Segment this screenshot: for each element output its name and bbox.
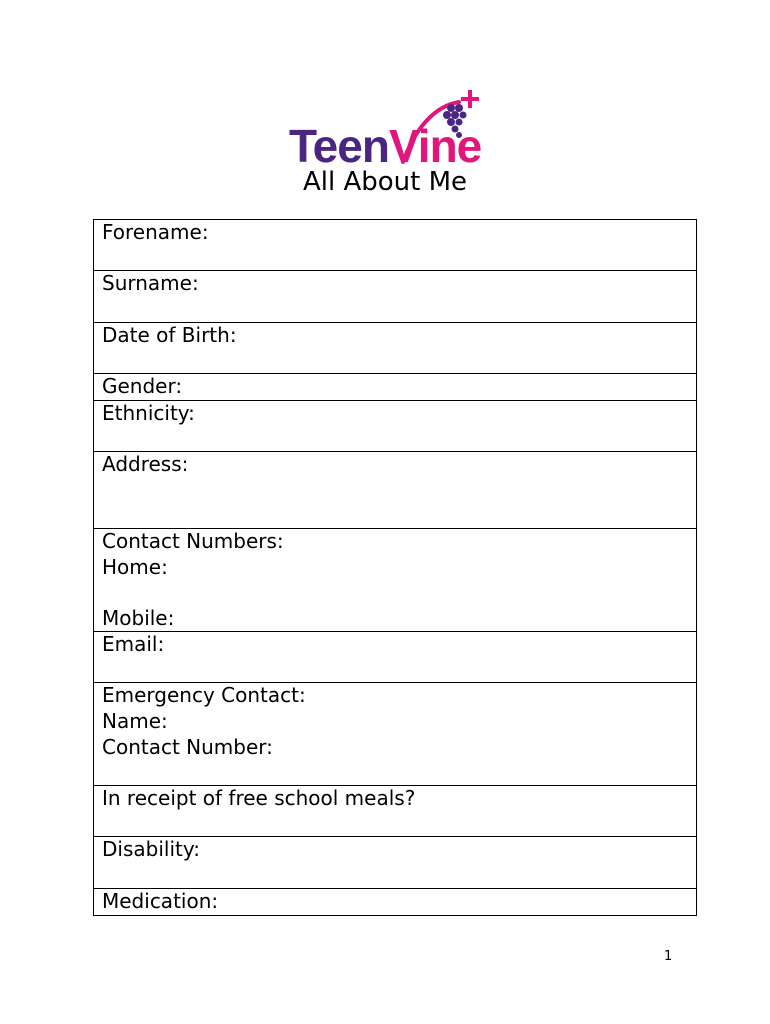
svg-text:TeenVine: TeenVine [289,120,482,168]
teenvine-logo [287,88,487,168]
mobile-label: Mobile: [102,605,175,630]
document-title: All About Me [302,167,468,197]
medication-field[interactable] [94,889,697,916]
free-school-meals-label: In receipt of free school meals? [102,786,416,811]
table-row-forename [94,220,697,271]
surname-label: Surname: [102,271,199,295]
table-row-gender [94,374,697,401]
disability-field[interactable] [94,837,697,889]
emergency-contact-label: Emergency Contact: [102,683,306,708]
table-row-contact-numbers [94,529,697,632]
contact-numbers-label: Contact Numbers: [102,529,284,553]
email-field[interactable] [94,632,697,683]
page-number: 1 [664,949,673,964]
disability-label: Disability: [102,837,200,862]
table-row-email [94,632,697,683]
medication-label: Medication: [102,889,219,914]
emergency-contact-number-label: Contact Number: [102,734,273,759]
address-label: Address: [102,452,189,476]
table-row-free-school-meals [94,786,697,837]
emergency-contact-field[interactable] [94,683,697,786]
email-label: Email: [102,632,165,657]
address-field[interactable] [94,452,697,529]
table-row-date-of-birth [94,323,697,374]
date-of-birth-label: Date of Birth: [102,323,237,347]
contact-blank-line [102,580,688,606]
personal-details-table [93,219,697,916]
ethnicity-field[interactable] [94,401,697,452]
forename-field[interactable] [94,220,697,271]
free-school-meals-field[interactable] [94,786,697,837]
surname-field[interactable] [94,271,697,323]
contact-numbers-field[interactable] [94,529,697,632]
table-row-medication [94,889,697,916]
forename-label: Forename: [102,220,209,244]
table-row-address [94,452,697,529]
ethnicity-label: Ethnicity: [102,401,195,425]
table-row-surname [94,271,697,323]
table-row-disability [94,837,697,889]
gender-field[interactable] [94,374,697,401]
date-of-birth-field[interactable] [94,323,697,374]
emergency-name-label: Name: [102,708,168,733]
teenvine-logo-graphic [287,88,487,168]
table-row-ethnicity [94,401,697,452]
gender-label: Gender: [102,374,183,398]
home-label: Home: [102,554,168,579]
table-row-emergency-contact [94,683,697,786]
